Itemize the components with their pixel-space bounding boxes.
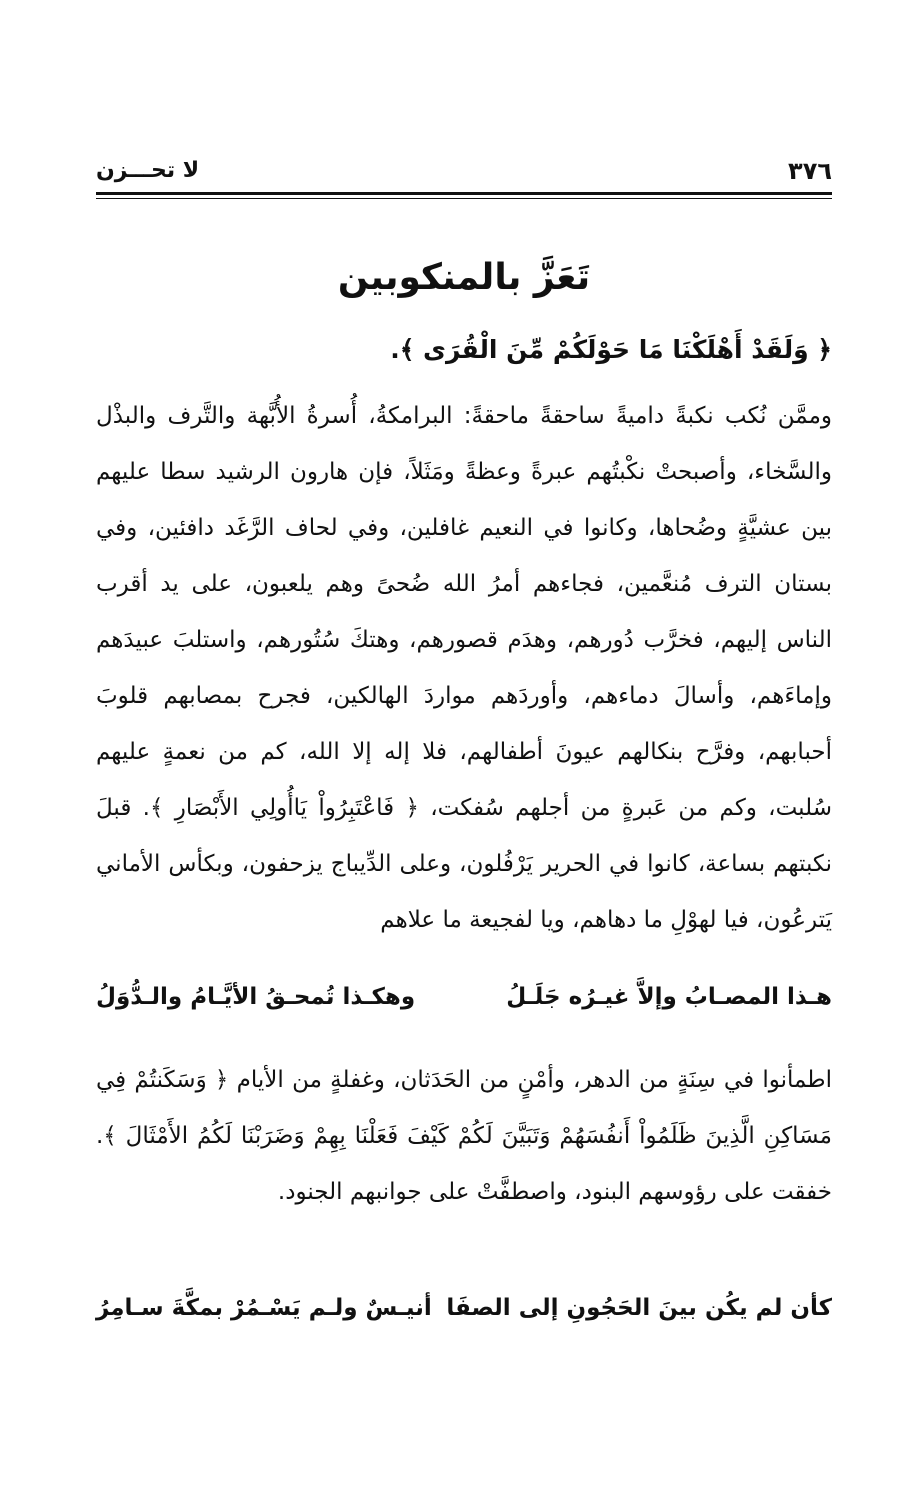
header-rule-thin — [96, 198, 832, 199]
poem-verse — [96, 972, 832, 1022]
book-title: لا تحـــزن — [96, 158, 200, 183]
running-header — [96, 154, 832, 188]
poem-verse — [96, 1283, 832, 1333]
page-number: ٣٧٦ — [788, 157, 832, 185]
poem-second-hemistich: وهكـذا تُمحـقُ الأيَّـامُ والـدُّوَلُ — [96, 984, 416, 1010]
chapter-title: تَعَزَّ بالمنكوبين — [337, 257, 591, 298]
paragraph-barmakids: وممَّن نُكب نكبةً داميةً ساحقةً ماحقةً: البرامكةُ، أُسرةُ الأُبَّهة والتَّرف والبذْل والسَّخاء، وأصبحتْ نكْبتُهم عبرةً وعظةً ومَثَلاً، فإن هارون الرشيد سطا عليهم بين عشيَّةٍ وضُحاها، وكانوا في النعيم غافلين، وفي لحاف الرَّغَد دافئين، وفي بستان الترف مُنعَّمين، فجاءهم أمرُ الله ضُحىً وهم يلعبون، على يد أقرب الناس إليهم، فخرَّب دُورهم، وهدَم قصورهم، وهتكَ سُتُورهم، واستلبَ عبيدَهم وإماءَهم، وأسالَ دماءهم، وأوردَهم مواردَ الهالكين، فجرح بمصابهم قلوبَ أحبابهم، وفرَّح بنكالهم عيونَ أطفالهم، فلا إله إلا الله، كم من نعمةٍ عليهم سُلبت، وكم من عَبرةٍ من أجلهم سُفكت، ﴿ فَاعْتَبِرُواْ يَاأُولِي الأَبْصَارِ ﴾. قبلَ نكبتهم بساعة، كانوا في الحرير يَرْفُلون، وعلى الدِّيباج يزحفون، وبكأس الأماني يَترعُون، فيا لهوْلِ ما دهاهم، ويا لفجيعة ما علاهم — [96, 403, 832, 933]
header-rule — [96, 192, 832, 195]
quran-verse: ﴿ وَلَقَدْ أَهْلَكْنَا مَا حَوْلَكُمْ مِّنَ الْقُرَى ﴾. — [390, 335, 832, 364]
poem-second-hemistich: أنيـسٌ ولـم يَسْـمُرْ بمكَّةَ سـامِرُ — [96, 1295, 432, 1321]
paragraph-heedless: اطمأنوا في سِنَةٍ من الدهر، وأمْنٍ من الحَدَثان، وغفلةٍ من الأيام ﴿ وَسَكَنتُمْ فِي مَسَاكِنِ الَّذِينَ ظَلَمُواْ أَنفُسَهُمْ وَتَبَيَّنَ لَكُمْ كَيْفَ فَعَلْنَا بِهِمْ وَضَرَبْنَا لَكُمُ الأَمْثَالَ ﴾. خفقت على رؤوسهم البنود، واصطفَّتْ على جوانبهم الجنود. — [96, 1067, 832, 1205]
poem-first-hemistich: كأن لم يكُن بينَ الحَجُونِ إلى الصفَا — [446, 1295, 832, 1321]
poem-first-hemistich: هـذا المصـابُ وإلاَّ غيـرُه جَلَـلُ — [506, 984, 832, 1010]
